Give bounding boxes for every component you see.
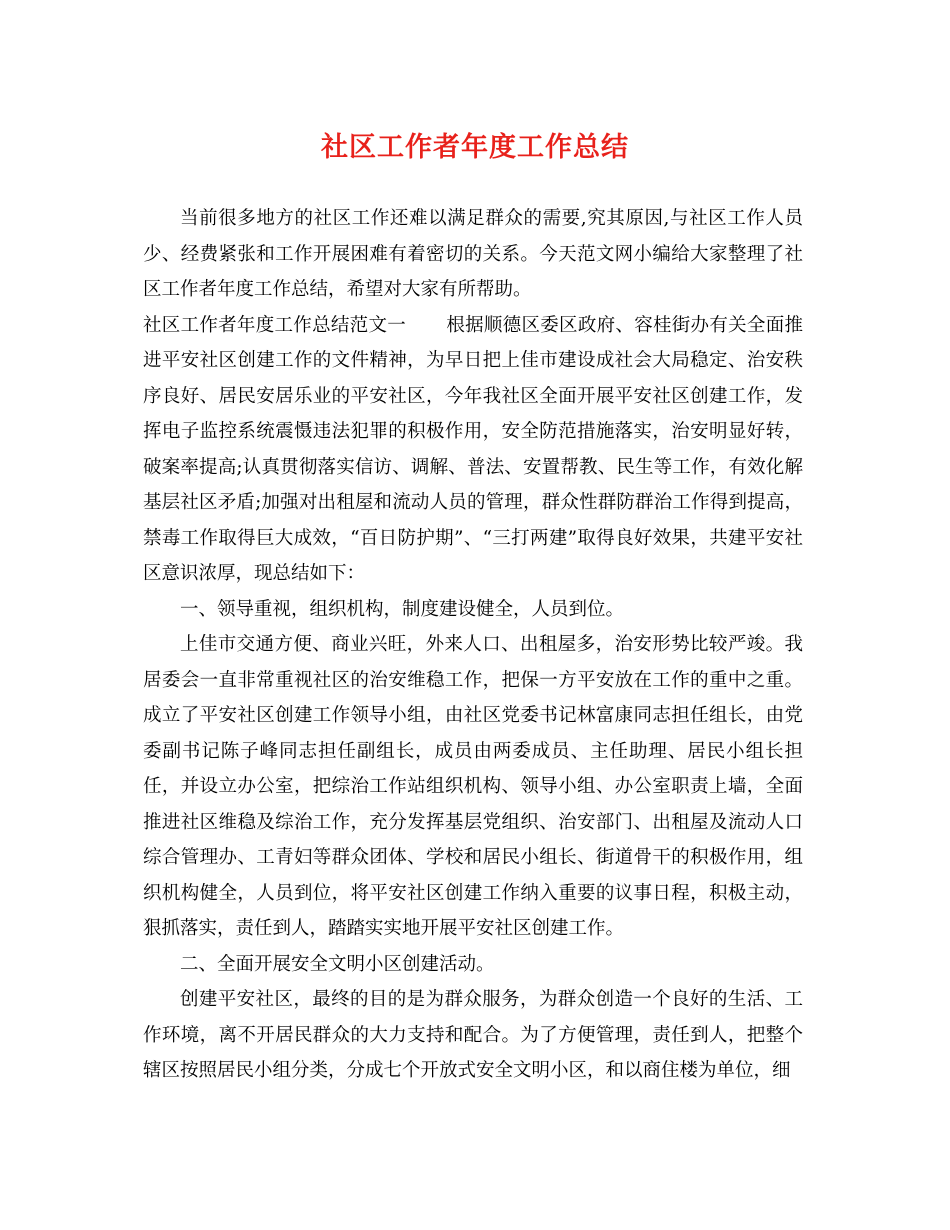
heading-two: 二、全面开展安全文明小区创建活动。 — [180, 953, 495, 975]
section-label: 社区工作者年度工作总结范文一 — [143, 314, 407, 336]
intro-paragraph: 当前很多地方的社区工作还难以满足群众的需要,究其原因,与社区工作人员少、经费紧张和工作开展困难有着密切的关系。今天范文网小编给大家整理了社区工作者年度工作总结，希望对大家有所帮助。 — [143, 208, 803, 300]
document-title: 社区工作者年度工作总结 — [321, 132, 629, 163]
paragraph-two: 创建平安社区，最终的目的是为群众服务，为群众创造一个良好的生活、工作环境，离不开居民群众的大力支持和配合。为了方便管理，责任到人，把整个辖区按照居民小组分类，分成七个开放式安全文明小区，和以商住楼为单位，细 — [143, 989, 803, 1081]
section-lead-text: 根据顺德区委区政府、容桂街办有关全面推进平安社区创建工作的文件精神，为早日把上佳市建设成社会大局稳定、治安秩序良好、居民安居乐业的平安社区，今年我社区全面开展平安社区创建工作，发挥电子监控系统震慑违法犯罪的积极作用，安全防范措施落实，治安明显好转，破案率提高;认真贯彻落实信访、调解、普法、安置帮教、民生等工作，有效化解基层社区矛盾;加强对出租屋和流动人员的管理，群众性群防群治工作得到提高，禁毒工作取得巨大成效，“百日防护期”、“三打两建”取得良好效果，共建平安社区意识浓厚，现总结如下： — [143, 314, 803, 584]
section-paragraph — [143, 308, 803, 592]
paragraph-one: 上佳市交通方便、商业兴旺，外来人口、出租屋多，治安形势比较严竣。我居委会一直非常重视社区的治安维稳工作，把保一方平安放在工作的重中之重。成立了平安社区创建工作领导小组，由社区党委书记林富康同志担任组长，由党委副书记陈子峰同志担任副组长，成员由两委成员、主任助理、居民小组长担任，并设立办公室，把综治工作站组织机构、领导小组、办公室职责上墙，全面推进社区维稳及综治工作，充分发挥基层党组织、治安部门、出租屋及流动人口综合管理办、工青妇等群众团体、学校和居民小组长、街道骨干的积极作用，组织机构健全，人员到位，将平安社区创建工作纳入重要的议事日程，积极主动，狠抓落实，责任到人，踏踏实实地开展平安社区创建工作。 — [143, 634, 803, 939]
heading-one: 一、领导重视，组织机构，制度建设健全，人员到位。 — [180, 598, 625, 620]
document-body — [143, 201, 803, 1089]
